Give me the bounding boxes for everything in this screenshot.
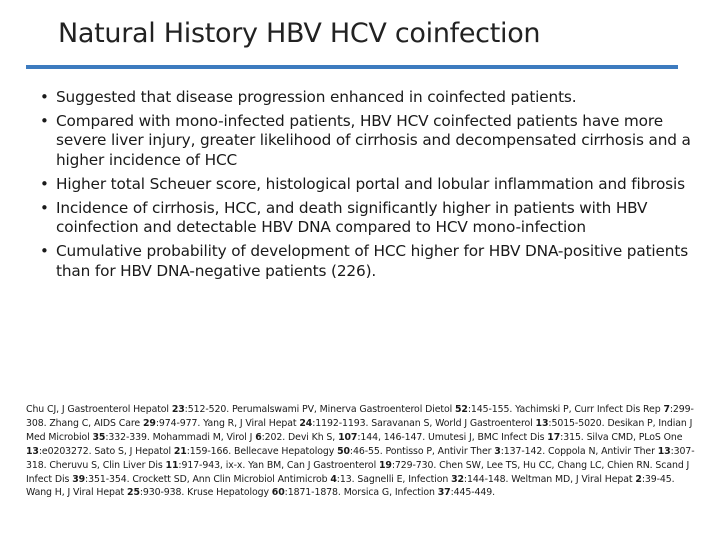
reference-item <box>344 487 495 498</box>
reference-item <box>511 474 674 485</box>
reference-volume: 3 <box>494 445 501 457</box>
reference-pages: :307-318. <box>26 445 695 471</box>
reference-citation: Yan BM, Can J Gastroenterol <box>248 459 379 471</box>
reference-item <box>49 460 248 471</box>
reference-pages: :159-166. <box>186 445 235 457</box>
reference-pages: :13. <box>336 473 358 485</box>
reference-volume: 17 <box>547 431 561 443</box>
reference-volume: 21 <box>173 445 187 457</box>
reference-pages: :144-148. <box>463 473 512 485</box>
title-underline <box>26 65 678 69</box>
reference-item <box>248 460 439 471</box>
reference-volume: 13 <box>26 445 39 457</box>
reference-item <box>234 446 385 457</box>
reference-item <box>153 432 288 443</box>
reference-item <box>357 474 511 485</box>
reference-pages: :974-977. <box>155 417 204 429</box>
reference-citation: Coppola N, Antivir Ther <box>548 445 658 457</box>
reference-volume: 29 <box>142 417 156 429</box>
reference-citation: Sato S, J Hepatol <box>94 445 174 457</box>
reference-pages: :144, 146-147. <box>357 431 428 443</box>
reference-pages: :332-339. <box>105 431 153 443</box>
reference-item <box>187 487 344 498</box>
bullet-item <box>36 242 696 280</box>
slide-title: Natural History HBV HCV coinfection <box>58 18 541 49</box>
bullet-item <box>36 199 696 237</box>
bullet-marker: • <box>40 88 49 106</box>
bullet-text: Cumulative probability of development of HCC higher for HBV DNA-positive patients than for HBV DNA-negative patients (226). <box>56 242 689 280</box>
reference-pages: :39-45. <box>641 473 675 485</box>
reference-item <box>288 432 428 443</box>
reference-citation: Chen SW, Lee TS, Hu CC, Chang LC, Chien RN. Scand J Infect Dis <box>26 459 690 485</box>
reference-citation: Kruse Hepatology <box>187 487 272 499</box>
reference-volume: 50 <box>337 445 350 457</box>
reference-pages: :145-155. <box>467 404 516 415</box>
reference-pages: :202. <box>261 431 289 443</box>
reference-volume: 107 <box>338 431 358 443</box>
reference-volume: 4 <box>330 473 337 485</box>
reference-item <box>132 474 357 485</box>
reference-pages: :137-142. <box>500 445 548 457</box>
reference-volume: 6 <box>255 431 262 443</box>
reference-volume: 19 <box>378 459 392 471</box>
reference-item <box>428 432 587 443</box>
reference-citation: Cheruvu S, Clin Liver Dis <box>49 459 166 471</box>
reference-citation: Bellecave Hepatology <box>234 445 338 457</box>
bullet-marker: • <box>40 242 49 261</box>
reference-citation: Sagnelli E, Infection <box>357 473 452 485</box>
bullet-text: Suggested that disease progression enhanced in coinfected patients. <box>56 88 577 106</box>
reference-citation: Crockett SD, Ann Clin Microbiol Antimicrob <box>132 473 331 485</box>
reference-volume: 39 <box>72 473 86 485</box>
reference-item <box>371 418 607 429</box>
reference-item <box>26 404 232 415</box>
reference-pages: :351-354. <box>85 473 133 485</box>
reference-citation: Weltman MD, J Viral Hepat <box>511 473 636 485</box>
bullet-item <box>36 175 696 194</box>
reference-citation: Perumalswami PV, Minerva Gastroenterol Dietol <box>231 404 455 415</box>
reference-volume: 24 <box>299 417 313 429</box>
reference-volume: 13 <box>657 445 671 457</box>
reference-pages: :1192-1193. <box>312 417 372 429</box>
bullet-item <box>36 112 696 170</box>
reference-volume: 23 <box>171 404 185 415</box>
reference-pages: :1871-1878. <box>284 487 344 499</box>
bullet-item <box>36 88 696 107</box>
reference-volume: 25 <box>127 487 140 499</box>
reference-citation: Mohammadi M, Virol J <box>152 431 256 443</box>
reference-citation: Wang H, J Viral Hepat <box>26 487 128 499</box>
reference-volume: 37 <box>437 487 451 499</box>
reference-volume: 7 <box>663 404 670 415</box>
reference-item <box>232 404 515 415</box>
reference-pages: :445-449. <box>450 487 496 499</box>
reference-volume: 52 <box>454 404 468 415</box>
reference-citation: Saravanan S, World J Gastroenterol <box>371 417 536 429</box>
reference-citation: Morsica G, Infection <box>343 487 438 499</box>
reference-citation: Pontisso P, Antivir Ther <box>385 445 495 457</box>
reference-citation: Yachimski P, Curr Infect Dis Rep <box>515 404 664 415</box>
reference-item <box>26 487 187 498</box>
reference-citation: Chu CJ, J Gastroenterol Hepatol <box>26 404 172 415</box>
references <box>26 403 698 500</box>
reference-volume: 11 <box>165 459 179 471</box>
reference-volume: 60 <box>271 487 285 499</box>
reference-pages: :315. <box>560 431 587 443</box>
bullet-text: Compared with mono-infected patients, HBV HCV coinfected patients have more severe liver injury, greater likelihood of cirrhosis and decompensated cirrhosis and a higher incidence of HCC <box>56 112 691 169</box>
reference-pages: :512-520. <box>184 404 232 415</box>
reference-volume: 35 <box>92 431 106 443</box>
bullet-marker: • <box>40 199 49 218</box>
reference-item <box>94 446 234 457</box>
reference-citation: Desikan P, Indian J Med Microbiol <box>26 417 693 443</box>
reference-citation: Umutesi J, BMC Infect Dis <box>428 431 548 443</box>
reference-pages: :e0203272. <box>38 445 95 457</box>
bullet-marker: • <box>40 174 49 193</box>
reference-volume: 2 <box>635 473 642 485</box>
reference-volume: 32 <box>451 473 464 485</box>
bullet-text: Higher total Scheuer score, histological portal and lobular inflammation and fibrosis <box>56 174 685 193</box>
reference-pages: :729-730. <box>391 459 440 471</box>
reference-citation: Zhang C, AIDS Care <box>49 417 143 429</box>
bullet-list <box>36 88 696 286</box>
reference-volume: 13 <box>535 417 549 429</box>
reference-item <box>203 418 371 429</box>
reference-pages: :930-938. <box>139 487 188 499</box>
reference-pages: :5015-5020. <box>548 417 608 429</box>
bullet-marker: • <box>40 112 49 131</box>
reference-pages: :46-55. <box>349 445 386 457</box>
reference-citation: Yang R, J Viral Hepat <box>203 417 300 429</box>
reference-item <box>49 418 203 429</box>
reference-pages: :917-943, ix-x. <box>178 459 249 471</box>
bullet-text: Incidence of cirrhosis, HCC, and death significantly higher in patients with HBV coinfection and detectable HBV DNA compared to HCV mono-infection <box>56 199 648 237</box>
reference-citation: Silva CMD, PLoS One <box>586 431 683 443</box>
reference-citation: Devi Kh S, <box>288 431 339 443</box>
reference-pages: :299-308. <box>26 404 694 429</box>
reference-item <box>385 446 548 457</box>
